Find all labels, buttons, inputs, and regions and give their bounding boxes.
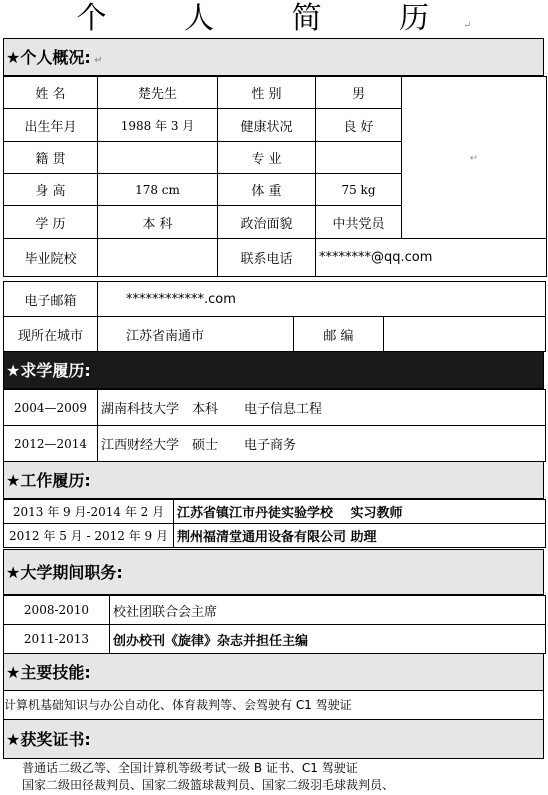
skills-text: 计算机基础知识与办公自动化、体育裁判等、会驾驶有 C1 驾驶证	[3, 691, 544, 719]
name-value: 楚先生	[98, 77, 218, 109]
height-label: 身 高	[4, 174, 98, 206]
city-label: 现所在城市	[4, 317, 98, 352]
education-table	[3, 389, 546, 462]
school-value	[98, 239, 218, 277]
health-value: 良 好	[316, 109, 402, 142]
work-detail: 荆州福清堂通用设备有限公司 助理	[174, 524, 546, 548]
gender-value: 男	[316, 77, 402, 109]
political-value: 中共党员	[316, 206, 402, 239]
work-table	[3, 499, 546, 548]
gender-label: 性 别	[218, 77, 316, 109]
political-label: 政治面貌	[218, 206, 316, 239]
section-work: ★工作履历:	[3, 461, 544, 499]
major-label: 专 业	[218, 142, 316, 174]
position-period: 2008-2010	[4, 596, 110, 625]
work-period: 2013 年 9 月-2014 年 2 月	[4, 500, 174, 524]
award-item: 普通话二级乙等、全国计算机等级考试一级 B 证书、C1 驾驶证	[22, 761, 358, 775]
email-table	[3, 281, 546, 317]
education-period: 2012—2014	[4, 426, 98, 462]
birth-label: 出生年月	[4, 109, 98, 142]
height-value: 178 cm	[98, 174, 218, 206]
table-row	[4, 596, 546, 625]
position-period: 2011-2013	[4, 625, 110, 654]
origin-label: 籍 贯	[4, 142, 98, 174]
positions-table	[3, 595, 546, 654]
table-row	[4, 524, 546, 548]
weight-value: 75 kg	[316, 174, 402, 206]
major-value	[316, 142, 402, 174]
zip-value	[384, 317, 546, 352]
education-detail: 江西财经大学 硕士 电子商务	[98, 426, 546, 462]
degree-value: 本 科	[98, 206, 218, 239]
section-personal: ★个人概况: ↵	[3, 38, 544, 76]
table-row	[4, 390, 546, 426]
table-row	[4, 500, 546, 524]
section-education: ★求学履历:	[3, 351, 544, 389]
zip-label: 邮 编	[294, 317, 384, 352]
section-awards: ★获奖证书:	[3, 719, 544, 759]
origin-value	[98, 142, 218, 174]
weight-label: 体 重	[218, 174, 316, 206]
work-detail: 江苏省镇江市丹徒实验学校 实习教师	[174, 500, 546, 524]
section-skills: ★主要技能:	[3, 653, 544, 691]
work-period: 2012 年 5 月 - 2012 年 9 月	[4, 524, 174, 548]
education-period: 2004—2009	[4, 390, 98, 426]
birth-value: 1988 年 3 月	[98, 109, 218, 142]
email-value: ************.com	[98, 282, 546, 317]
city-value: 江苏省南通市	[98, 317, 294, 352]
personal-table	[3, 76, 547, 277]
page-title: 个 人 简 历↵	[76, 1, 472, 36]
award-item: 国家二级田径裁判员、国家二级篮球裁判员、国家二级羽毛球裁判员、	[22, 778, 395, 792]
city-table	[3, 316, 546, 352]
phone-label: 联系电话	[218, 239, 316, 277]
health-label: 健康状况	[218, 109, 316, 142]
name-label: 姓 名	[4, 77, 98, 109]
degree-label: 学 历	[4, 206, 98, 239]
table-row	[4, 625, 546, 654]
education-detail: 湖南科技大学 本科 电子信息工程	[98, 390, 546, 426]
table-row	[4, 426, 546, 462]
position-detail: 创办校刊《旋律》杂志并担任主编	[110, 625, 546, 654]
phone-value: ********@qq.com	[316, 239, 547, 277]
photo-cell: ↵	[402, 77, 547, 239]
email-label: 电子邮箱	[4, 282, 98, 317]
section-positions: ★大学期间职务:	[3, 549, 544, 595]
school-label: 毕业院校	[4, 239, 98, 277]
position-detail: 校社团联合会主席	[110, 596, 546, 625]
